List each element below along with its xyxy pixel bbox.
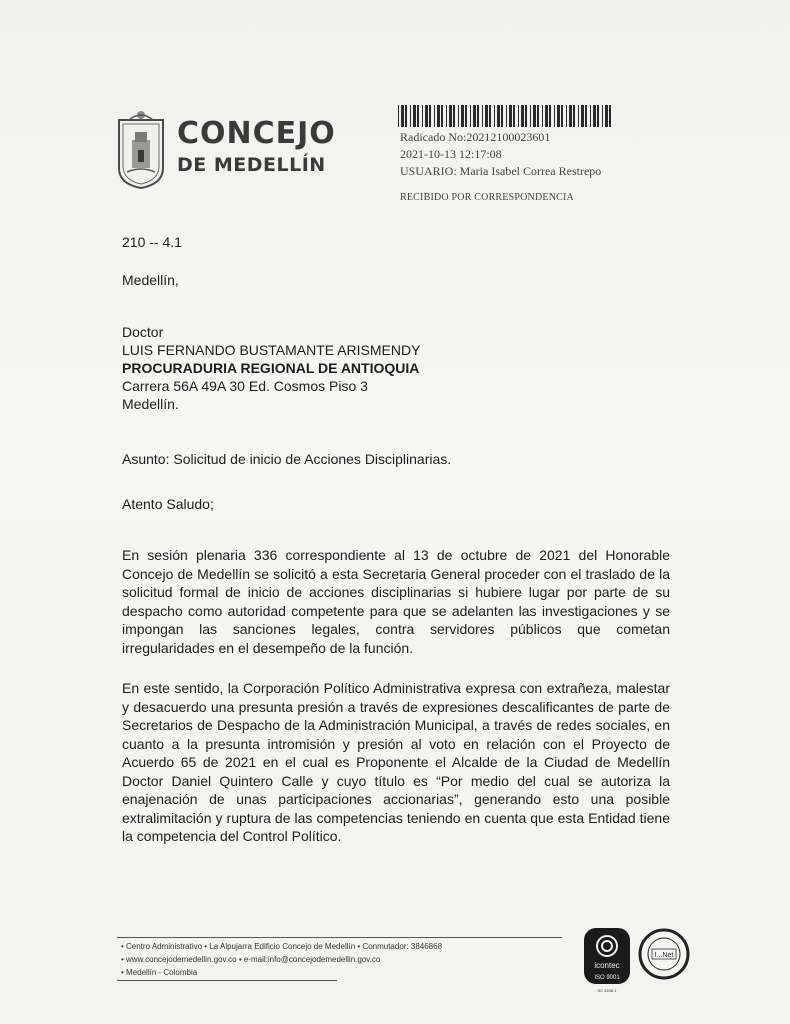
- barcode-bar: [413, 105, 416, 127]
- barcode-bar: [597, 105, 599, 127]
- barcode-bar: [449, 105, 452, 127]
- city-date: Medellín,: [122, 272, 179, 288]
- icontec-icon: [582, 926, 632, 994]
- barcode-bar: [590, 105, 591, 127]
- barcode-bar: [521, 105, 524, 127]
- barcode-bar: [554, 105, 555, 127]
- barcode-bar: [465, 105, 467, 127]
- concejo-logo: [115, 110, 375, 190]
- barcode-bar: [458, 105, 459, 127]
- coat-of-arms-icon: [115, 110, 167, 190]
- iqnet-icon: [638, 928, 690, 980]
- barcode-bar: [530, 105, 531, 127]
- footer-divider: [117, 937, 562, 938]
- barcode-bar: [417, 105, 419, 127]
- barcode-bar: [609, 105, 611, 127]
- radicado-datetime: 2021-10-13 12:17:08: [400, 147, 502, 161]
- barcode-bar: [470, 105, 471, 127]
- barcode-bar: [405, 105, 407, 127]
- footer-location: • Medellín - Colombia: [121, 968, 198, 977]
- barcode-bar: [422, 105, 423, 127]
- radicado-number: Radicado No:20212100023601: [400, 130, 551, 144]
- footer-contact: • www.concejodemedellin.gov.co • e-mail:info@concejodemedellin.gov.co: [121, 955, 381, 964]
- icontec-seal: [582, 926, 632, 994]
- barcode-bar: [585, 105, 587, 127]
- barcode-bar: [453, 105, 455, 127]
- iqnet-seal: [638, 928, 690, 980]
- barcode-bar: [477, 105, 479, 127]
- barcode-bar: [569, 105, 572, 127]
- recipient-organization: PROCURADURIA REGIONAL DE ANTIOQUIA: [122, 360, 420, 376]
- barcode-bar: [489, 105, 491, 127]
- body-paragraph-2: En este sentido, la Corporación Político Administrativa expresa con extrañeza, malestar y desacuerdo una presunta presión a través de expresiones descalificantes de parte de Secretarios de Despacho de la Administración Municipal, a través de redes sociales, en cuanto a la presunta intromisión y presión al voto en relación con el Proyecto de Acuerdo 65 de 2021 en el cual es Proponente el Alcalde de la Ciudad de Medellín Doctor Daniel Quintero Calle y cuyo título es “Por medio del cual se autoriza la enajenación de unas participaciones accionarias”, generando esto una posible extralimitación y ruptura de las competencias teniendo en cuenta que esta Entidad tiene la competencia del Control Político.: [122, 680, 670, 844]
- barcode-bar: [482, 105, 483, 127]
- barcode-bar: [485, 105, 488, 127]
- barcode-bar: [513, 105, 515, 127]
- barcode-bar: [429, 105, 431, 127]
- org-title: CONCEJO: [177, 116, 336, 151]
- barcode-bar: [533, 105, 536, 127]
- footer-divider-bottom: [117, 980, 337, 981]
- body-paragraph-1: En sesión plenaria 336 correspondiente al 13 de octubre de 2021 del Honorable Concejo de Medellín se solicitó a esta Secretaria General proceder con el traslado de la solicitud formal de inicio de acciones disciplinarias si hubiere lugar por parte de su despacho como autoridad competente para que se adelanten las investigaciones y se impongan las sanciones legales, contra servidores públicos que cometan irregularidades en el desempeño de la función.: [122, 547, 670, 656]
- recibido-label: RECIBIDO POR CORRESPONDENCIA: [400, 192, 574, 203]
- barcode-bar: [437, 105, 440, 127]
- barcode-bar: [425, 105, 428, 127]
- barcode-bar: [549, 105, 551, 127]
- barcode-bar: [446, 105, 447, 127]
- barcode-bar: [593, 105, 596, 127]
- barcode-bar: [494, 105, 495, 127]
- barcode-bar: [509, 105, 512, 127]
- iqnet-label: I...Net: [654, 952, 674, 959]
- barcode-bar: [537, 105, 539, 127]
- org-subtitle: DE MEDELLÍN: [177, 154, 326, 176]
- recipient-name: LUIS FERNANDO BUSTAMANTE ARISMENDY: [122, 342, 421, 358]
- recipient-city: Medellín.: [122, 396, 179, 412]
- footer-address: • Centro Administrativo • La Alpujarra Edificio Concejo de Medellín • Conmutador: 3846868: [121, 942, 443, 951]
- greeting: Atento Saludo;: [122, 496, 214, 512]
- barcode-bar: [434, 105, 435, 127]
- barcode-bar: [602, 105, 603, 127]
- barcode-bar: [578, 105, 579, 127]
- barcode-bar: [461, 105, 464, 127]
- barcode-bar: [401, 105, 404, 127]
- barcode-bar: [545, 105, 548, 127]
- barcode-bar: [441, 105, 443, 127]
- barcode-bar: [573, 105, 575, 127]
- barcode-bar: [501, 105, 503, 127]
- iso-label: ISO 9001: [594, 975, 620, 981]
- reference-code: 210 -- 4.1: [122, 234, 182, 250]
- barcode-bar: [497, 105, 500, 127]
- barcode-bar: [561, 105, 563, 127]
- barcode-bar: [506, 105, 507, 127]
- radicado-user: USUARIO: Maria Isabel Correa Restrepo: [400, 164, 602, 178]
- barcode-bar: [518, 105, 519, 127]
- cert-code: SC 3408-1: [597, 988, 617, 993]
- barcode-bar: [581, 105, 584, 127]
- barcode-bar: [542, 105, 543, 127]
- barcode-bar: [605, 105, 608, 127]
- barcode-bar: [525, 105, 527, 127]
- icontec-label: icontec: [594, 961, 620, 970]
- barcode-bar: [398, 105, 399, 127]
- recipient-title: Doctor: [122, 324, 164, 340]
- recipient-address: Carrera 56A 49A 30 Ed. Cosmos Piso 3: [122, 378, 368, 394]
- barcode-bar: [557, 105, 560, 127]
- barcode-bar: [473, 105, 476, 127]
- barcode-bar: [410, 105, 411, 127]
- barcode-bar: [566, 105, 567, 127]
- barcode: [398, 105, 612, 127]
- subject-line: Asunto: Solicitud de inicio de Acciones Disciplinarias.: [122, 451, 452, 467]
